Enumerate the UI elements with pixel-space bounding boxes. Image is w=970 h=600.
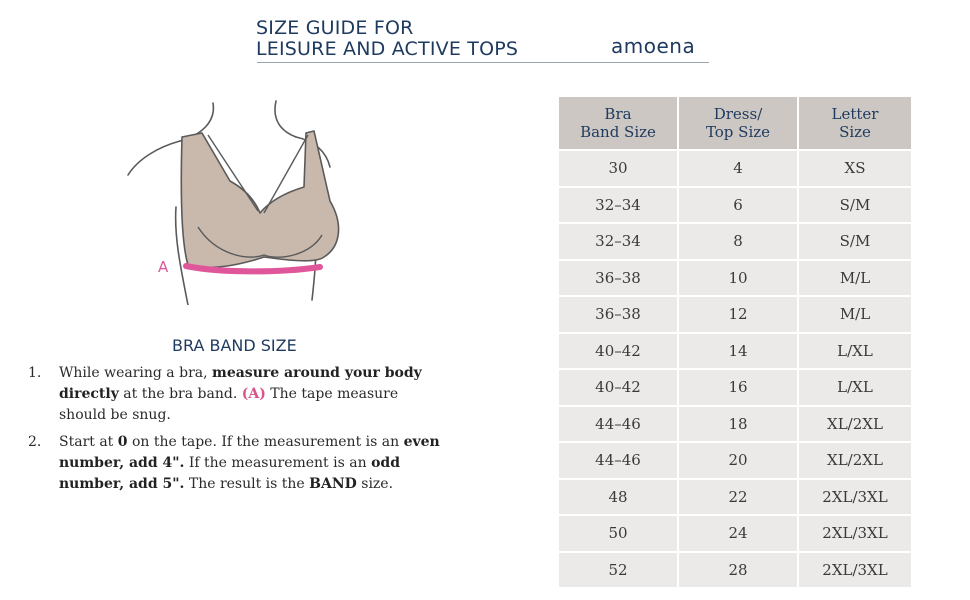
dress-size-cell: 14 bbox=[679, 334, 797, 369]
bra-band-cell: 40–42 bbox=[559, 370, 677, 405]
dress-size-cell: 28 bbox=[679, 553, 797, 588]
dress-size-cell: 8 bbox=[679, 224, 797, 259]
step-text: Start at bbox=[59, 434, 118, 450]
bra-band-cell: 50 bbox=[559, 516, 677, 551]
dress-size-cell: 10 bbox=[679, 261, 797, 296]
size-chart-table bbox=[557, 95, 913, 589]
table-row bbox=[559, 188, 911, 223]
table-row bbox=[559, 224, 911, 259]
step-text: The result is the bbox=[184, 476, 310, 492]
dress-size-cell: 22 bbox=[679, 480, 797, 515]
step-emphasis: BAND bbox=[309, 476, 357, 492]
letter-size-cell: XL/2XL bbox=[799, 443, 911, 478]
dress-size-cell: 24 bbox=[679, 516, 797, 551]
bra-band-cell: 44–46 bbox=[559, 443, 677, 478]
letter-size-cell: M/L bbox=[799, 297, 911, 332]
tape-marker-label: A bbox=[158, 258, 169, 276]
dress-size-cell: 18 bbox=[679, 407, 797, 442]
letter-size-cell: L/XL bbox=[799, 370, 911, 405]
instruction-step-2 bbox=[28, 432, 448, 495]
title-line-1: SIZE GUIDE FOR bbox=[256, 17, 414, 39]
table-row bbox=[559, 297, 911, 332]
step-text: on the tape. If the measurement is an bbox=[127, 434, 404, 450]
bra-band-cell: 30 bbox=[559, 151, 677, 186]
table-row bbox=[559, 151, 911, 186]
table-row bbox=[559, 516, 911, 551]
title-line-2: LEISURE AND ACTIVE TOPS bbox=[256, 38, 519, 60]
dress-size-cell: 12 bbox=[679, 297, 797, 332]
step-number: 2. bbox=[28, 434, 42, 450]
header-divider bbox=[257, 62, 709, 63]
marker-reference: (A) bbox=[241, 386, 266, 402]
table-row bbox=[559, 334, 911, 369]
dress-size-cell: 16 bbox=[679, 370, 797, 405]
table-row bbox=[559, 553, 911, 588]
dress-size-cell: 6 bbox=[679, 188, 797, 223]
neck-outline-right bbox=[275, 101, 296, 137]
step-emphasis: 0 bbox=[117, 434, 128, 450]
letter-size-cell: S/M bbox=[799, 188, 911, 223]
letter-size-cell: M/L bbox=[799, 261, 911, 296]
letter-size-cell: XL/2XL bbox=[799, 407, 911, 442]
letter-size-cell: 2XL/3XL bbox=[799, 553, 911, 588]
brand-logo: amoena bbox=[611, 34, 696, 58]
bra-band-cell: 52 bbox=[559, 553, 677, 588]
section-heading: BRA BAND SIZE bbox=[172, 336, 297, 355]
step-emphasis: odd number, add 5". bbox=[59, 455, 400, 492]
page-title bbox=[256, 18, 518, 60]
table-header-row bbox=[559, 97, 911, 149]
step-emphasis: measure around your body directly bbox=[59, 365, 422, 402]
letter-size-cell: 2XL/3XL bbox=[799, 480, 911, 515]
step-text: If the measurement is an bbox=[184, 455, 372, 471]
bra-band-cell: 44–46 bbox=[559, 407, 677, 442]
shoulder-left bbox=[128, 141, 180, 175]
dress-size-cell: 20 bbox=[679, 443, 797, 478]
bra-band-cell: 40–42 bbox=[559, 334, 677, 369]
bra-measurement-illustration bbox=[120, 95, 360, 305]
bra-band-cell: 32–34 bbox=[559, 188, 677, 223]
letter-size-cell: 2XL/3XL bbox=[799, 516, 911, 551]
bra-band-cell: 36–38 bbox=[559, 297, 677, 332]
table-row bbox=[559, 480, 911, 515]
instruction-list bbox=[28, 363, 448, 501]
bra-body bbox=[181, 131, 338, 267]
table-row bbox=[559, 443, 911, 478]
table-row bbox=[559, 261, 911, 296]
instruction-step-1 bbox=[28, 363, 448, 426]
step-text: The tape measure should be snug. bbox=[59, 386, 399, 423]
measuring-tape bbox=[186, 266, 320, 271]
header-letter-size: Letter Size bbox=[799, 97, 911, 149]
step-text: size. bbox=[356, 476, 394, 492]
table-row bbox=[559, 407, 911, 442]
step-number: 1. bbox=[28, 365, 42, 381]
letter-size-cell: S/M bbox=[799, 224, 911, 259]
bra-band-cell: 36–38 bbox=[559, 261, 677, 296]
dress-size-cell: 4 bbox=[679, 151, 797, 186]
letter-size-cell: XS bbox=[799, 151, 911, 186]
header-bra-band-size: Bra Band Size bbox=[559, 97, 677, 149]
step-text: at the bra band. bbox=[118, 386, 242, 402]
step-text: While wearing a bra, bbox=[59, 365, 213, 381]
table-row bbox=[559, 370, 911, 405]
letter-size-cell: L/XL bbox=[799, 334, 911, 369]
step-emphasis: even number, add 4". bbox=[59, 434, 440, 471]
bra-band-cell: 32–34 bbox=[559, 224, 677, 259]
header-dress-top-size: Dress/ Top Size bbox=[679, 97, 797, 149]
bra-band-cell: 48 bbox=[559, 480, 677, 515]
